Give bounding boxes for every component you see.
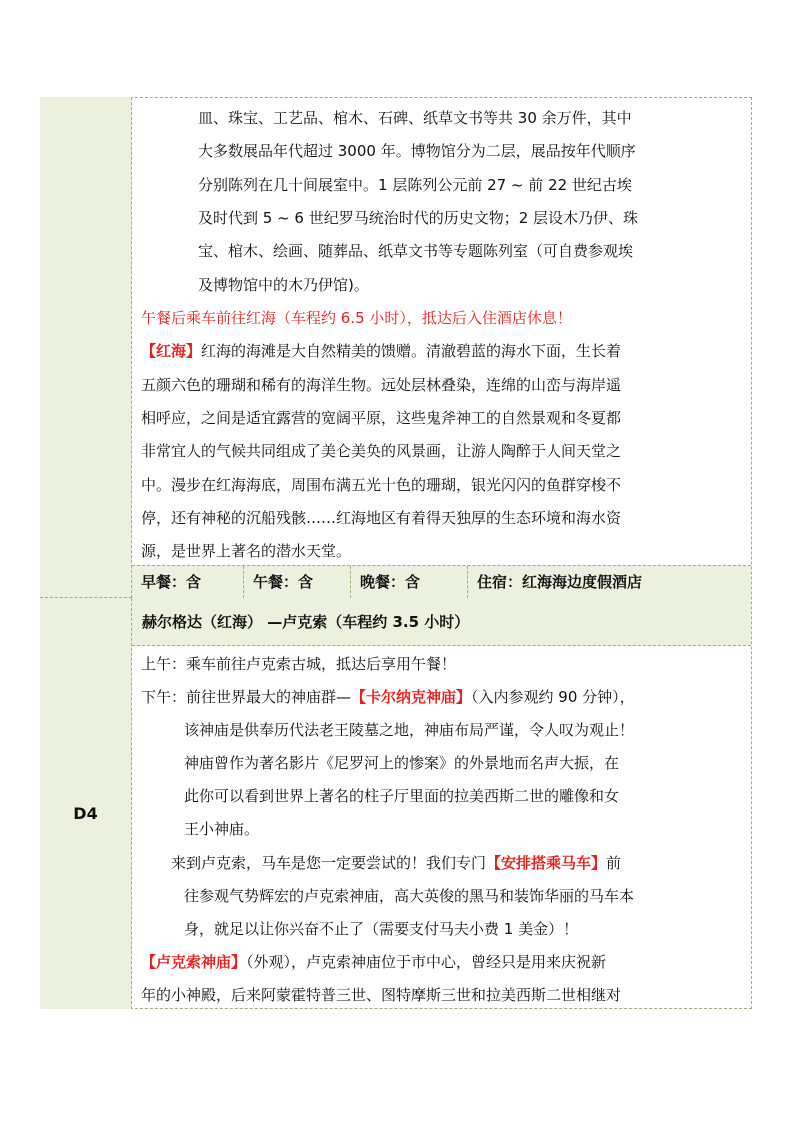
redsea-line: 中。漫步在红海海底，周围布满五光十色的珊瑚，银光闪闪的鱼群穿梭不 <box>141 476 622 494</box>
table-border-bottom <box>40 1008 752 1009</box>
museum-line: 皿、珠宝、工艺品、棺木、石碑、纸草文书等共 30 余万件，其中 <box>198 109 632 127</box>
day-cell-previous <box>40 97 132 598</box>
itinerary-table <box>40 97 752 1009</box>
day-cell-d4 <box>40 598 132 1009</box>
redsea-first-text: 红海的海滩是大自然精美的馈赠。清澈碧蓝的海水下面，生长着 <box>201 342 622 360</box>
dinner-cell: 晚餐：含 <box>350 566 467 598</box>
redsea-line: 非常宜人的气候共同组成了美仑美奂的风景画，让游人陶醉于人间天堂之 <box>141 442 622 460</box>
afternoon-detail: 神庙曾作为著名影片《尼罗河上的惨案》的外景地而名声大振，在 <box>184 754 620 772</box>
luxor-first-text: （外观），卢克索神庙位于市中心，曾经只是用来庆祝新 <box>246 953 607 971</box>
luxor-title: 【卢克索神庙】 <box>141 953 247 971</box>
lunch-cell: 午餐：含 <box>243 566 350 598</box>
meal-row <box>132 565 751 599</box>
museum-line: 大多数展品年代超过 3000 年。博物馆分为二层，展品按年代顺序 <box>198 142 636 160</box>
afternoon-detail: 王小神庙。 <box>184 820 260 838</box>
morning-line: 上午：乘车前往卢克索古城，抵达后享用午餐！ <box>141 655 457 673</box>
day-label: D4 <box>73 804 98 823</box>
afternoon-detail: 此你可以看到世界上著名的柱子厅里面的拉美西斯二世的雕像和女 <box>184 787 620 805</box>
museum-line: 及时代到 5 ~ 6 世纪罗马统治时代的历史文物；2 层设木乃伊、珠 <box>198 209 639 227</box>
table-border-right <box>751 97 752 1009</box>
luxor-paragraph-first <box>141 952 606 972</box>
carriage-detail: 身，就足以让你兴奋不止了（需要支付马夫小费 1 美金）！ <box>184 920 579 938</box>
redsea-line: 相呼应，之间是适宜露营的宽阔平原，这些鬼斧神工的自然景观和冬夏都 <box>141 409 622 427</box>
afternoon-prefix: 下午：前往世界最大的神庙群— <box>141 688 352 706</box>
carriage-prefix: 来到卢克索，马车是您一定要尝试的！我们专门 <box>171 854 487 872</box>
day4-header <box>132 598 751 646</box>
carriage-line <box>171 853 621 873</box>
redsea-paragraph-first <box>141 341 621 361</box>
lunch-transfer-line: 午餐后乘车前往红海（车程约 6.5 小时），抵达后入住酒店休息！ <box>141 309 572 327</box>
carriage-highlight: 【安排搭乘马车】 <box>486 854 607 872</box>
redsea-line: 源，是世界上著名的潜水天堂。 <box>141 542 352 560</box>
museum-line: 宝、棺木、绘画、随葬品、纸草文书等专题陈列室（可自费参观埃 <box>198 242 634 260</box>
redsea-title: 【红海】 <box>141 342 202 360</box>
museum-line: 及博物馆中的木乃伊馆)。 <box>198 276 369 294</box>
carriage-suffix: 前 <box>606 854 622 872</box>
afternoon-line <box>141 687 635 707</box>
luxor-line: 年的小神殿，后来阿蒙霍特普三世、图特摩斯三世和拉美西斯二世相继对 <box>141 986 622 1004</box>
redsea-line: 停，还有神秘的沉船残骸……红海地区有着得天独厚的生态环境和海水资 <box>141 509 622 527</box>
hotel-cell: 住宿：红海海边度假酒店 <box>467 566 751 598</box>
table-border-top <box>40 97 752 98</box>
museum-line: 分别陈列在几十间展室中。1 层陈列公元前 27 ~ 前 22 世纪古埃 <box>198 176 632 194</box>
karnak-title: 【卡尔纳克神庙】 <box>351 688 472 706</box>
day4-title: 赫尔格达（红海） —卢克索（车程约 3.5 小时） <box>142 613 470 631</box>
carriage-detail: 往参观气势辉宏的卢克索神庙，高大英俊的黑马和装饰华丽的马车本 <box>184 887 635 905</box>
breakfast-cell: 早餐：含 <box>141 573 202 591</box>
afternoon-detail: 该神庙是供奉历代法老王陵墓之地，神庙布局严谨，令人叹为观止！ <box>184 721 635 739</box>
redsea-line: 五颜六色的珊瑚和稀有的海洋生物。远处层林叠染，连绵的山峦与海岸遥 <box>141 376 622 394</box>
afternoon-suffix: （入内参观约 90 分钟）， <box>471 688 635 706</box>
